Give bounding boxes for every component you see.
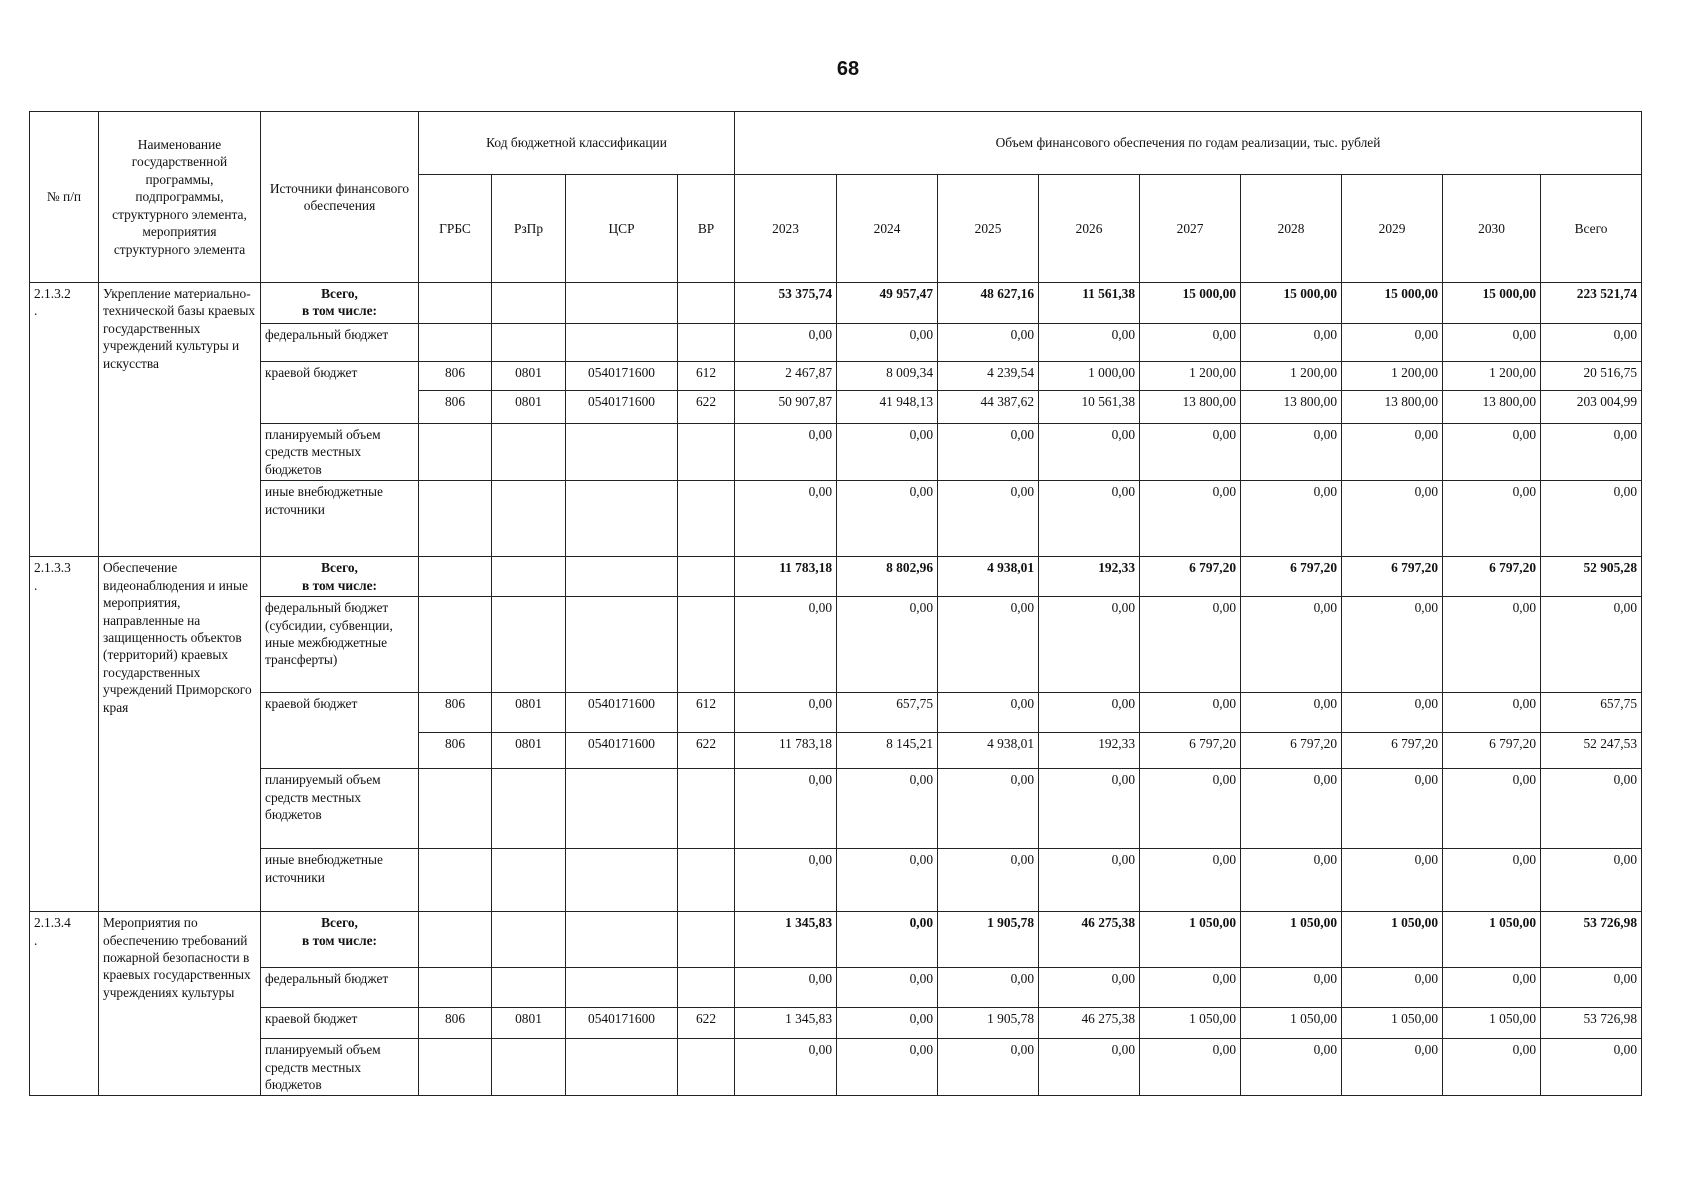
code-csr: [566, 597, 678, 693]
code-rzpr: 0801: [492, 391, 566, 424]
code-rzpr: [492, 968, 566, 1008]
value-year: 11 783,18: [735, 557, 837, 597]
value-year: 0,00: [938, 597, 1039, 693]
code-vr: [678, 557, 735, 597]
funding-source: планируемый объем средств местных бюджетов: [261, 1039, 419, 1096]
value-year: 0,00: [1039, 769, 1140, 849]
funding-source: планируемый объем средств местных бюджетов: [261, 769, 419, 849]
code-vr: 622: [678, 733, 735, 769]
value-year: 0,00: [1342, 1039, 1443, 1096]
header-total: Всего: [1541, 175, 1642, 283]
value-year: 0,00: [837, 849, 938, 912]
value-year: 0,00: [1039, 597, 1140, 693]
header-year: 2026: [1039, 175, 1140, 283]
code-rzpr: [492, 283, 566, 324]
value-year: 192,33: [1039, 557, 1140, 597]
table-row: [30, 424, 1642, 481]
value-year: 0,00: [1140, 597, 1241, 693]
code-rzpr: 0801: [492, 733, 566, 769]
code-csr: [566, 424, 678, 481]
value-year: 1 905,78: [938, 912, 1039, 968]
header-budget-code: Код бюджетной классификации: [419, 112, 735, 175]
value-year: 1 200,00: [1241, 362, 1342, 391]
table-row: [30, 481, 1642, 557]
table-row: [30, 849, 1642, 912]
funding-source: краевой бюджет: [261, 1008, 419, 1039]
code-grbs: 806: [419, 391, 492, 424]
value-year: 0,00: [1140, 769, 1241, 849]
value-year: 13 800,00: [1342, 391, 1443, 424]
code-csr: [566, 968, 678, 1008]
value-year: 8 009,34: [837, 362, 938, 391]
code-vr: 612: [678, 693, 735, 733]
value-year: 6 797,20: [1140, 733, 1241, 769]
table-row: [30, 1039, 1642, 1096]
value-year: 49 957,47: [837, 283, 938, 324]
code-grbs: [419, 769, 492, 849]
header-year: 2030: [1443, 175, 1541, 283]
code-vr: [678, 481, 735, 557]
value-year: 6 797,20: [1342, 733, 1443, 769]
value-year: 0,00: [938, 424, 1039, 481]
value-year: 44 387,62: [938, 391, 1039, 424]
value-year: 0,00: [1039, 424, 1140, 481]
value-year: 0,00: [938, 324, 1039, 362]
code-csr: [566, 481, 678, 557]
code-grbs: [419, 481, 492, 557]
value-year: 2 467,87: [735, 362, 837, 391]
code-vr: [678, 324, 735, 362]
value-year: 0,00: [1342, 324, 1443, 362]
value-year: 6 797,20: [1443, 557, 1541, 597]
header-csr: ЦСР: [566, 175, 678, 283]
header-grbs: ГРБС: [419, 175, 492, 283]
value-year: 13 800,00: [1241, 391, 1342, 424]
header-year: 2028: [1241, 175, 1342, 283]
value-year: 0,00: [837, 324, 938, 362]
value-year: 0,00: [938, 481, 1039, 557]
funding-source: планируемый объем средств местных бюджетов: [261, 424, 419, 481]
value-year: 192,33: [1039, 733, 1140, 769]
code-grbs: [419, 912, 492, 968]
value-year: 1 050,00: [1342, 912, 1443, 968]
code-rzpr: [492, 597, 566, 693]
code-rzpr: [492, 912, 566, 968]
table-row: [30, 693, 1642, 733]
value-year: 0,00: [1443, 968, 1541, 1008]
header-sources: Источники финансового обеспечения: [261, 112, 419, 283]
table-row: [30, 597, 1642, 693]
value-total: 203 004,99: [1541, 391, 1642, 424]
header-year: 2027: [1140, 175, 1241, 283]
value-year: 0,00: [837, 481, 938, 557]
value-total: 0,00: [1541, 481, 1642, 557]
value-year: 0,00: [1140, 693, 1241, 733]
value-total: 0,00: [1541, 1039, 1642, 1096]
value-year: 0,00: [1241, 968, 1342, 1008]
value-year: 0,00: [1443, 324, 1541, 362]
value-year: 0,00: [1342, 424, 1443, 481]
header-volume: Объем финансового обеспечения по годам реализации, тыс. рублей: [735, 112, 1642, 175]
value-year: 0,00: [837, 912, 938, 968]
value-year: 0,00: [1342, 849, 1443, 912]
value-year: 6 797,20: [1241, 557, 1342, 597]
table-row: [30, 283, 1642, 324]
value-year: 1 000,00: [1039, 362, 1140, 391]
funding-source: иные внебюджетные источники: [261, 849, 419, 912]
code-csr: [566, 283, 678, 324]
value-year: 15 000,00: [1342, 283, 1443, 324]
row-number: 2.1.3.3 .: [30, 557, 99, 912]
value-year: 0,00: [938, 1039, 1039, 1096]
value-year: 53 375,74: [735, 283, 837, 324]
value-year: 0,00: [735, 324, 837, 362]
code-vr: 612: [678, 362, 735, 391]
value-year: 1 050,00: [1443, 1008, 1541, 1039]
value-year: 1 050,00: [1140, 1008, 1241, 1039]
value-total: 0,00: [1541, 597, 1642, 693]
header-year: 2023: [735, 175, 837, 283]
code-vr: [678, 424, 735, 481]
code-vr: [678, 968, 735, 1008]
value-year: 0,00: [1140, 849, 1241, 912]
table-row: [30, 362, 1642, 391]
value-year: 13 800,00: [1443, 391, 1541, 424]
header-year: 2024: [837, 175, 938, 283]
value-year: 0,00: [1443, 424, 1541, 481]
code-rzpr: [492, 849, 566, 912]
value-year: 0,00: [735, 1039, 837, 1096]
value-year: 0,00: [1241, 424, 1342, 481]
code-csr: [566, 912, 678, 968]
code-vr: [678, 283, 735, 324]
value-year: 11 783,18: [735, 733, 837, 769]
value-year: 0,00: [1342, 481, 1443, 557]
value-year: 0,00: [1342, 769, 1443, 849]
value-year: 0,00: [1140, 968, 1241, 1008]
code-csr: 0540171600: [566, 391, 678, 424]
value-total: 0,00: [1541, 849, 1642, 912]
code-csr: 0540171600: [566, 693, 678, 733]
table-row: [30, 557, 1642, 597]
code-rzpr: [492, 769, 566, 849]
value-year: 0,00: [1241, 693, 1342, 733]
funding-source: Всего, в том числе:: [261, 557, 419, 597]
value-year: 4 239,54: [938, 362, 1039, 391]
code-grbs: 806: [419, 1008, 492, 1039]
value-year: 15 000,00: [1140, 283, 1241, 324]
code-rzpr: 0801: [492, 693, 566, 733]
funding-source: федеральный бюджет: [261, 324, 419, 362]
header-rzpr: РзПр: [492, 175, 566, 283]
value-year: 0,00: [735, 769, 837, 849]
page-number: 68: [836, 58, 860, 80]
value-year: 0,00: [938, 769, 1039, 849]
value-year: 0,00: [1140, 1039, 1241, 1096]
code-rzpr: [492, 481, 566, 557]
code-grbs: [419, 1039, 492, 1096]
code-vr: [678, 769, 735, 849]
value-year: 11 561,38: [1039, 283, 1140, 324]
measure-name: Мероприятия по обеспечению требований пожарной безопасности в краевых государственных учреждениях культуры: [99, 912, 261, 1096]
value-year: 46 275,38: [1039, 912, 1140, 968]
value-year: 1 050,00: [1241, 1008, 1342, 1039]
measure-name: Обеспечение видеонаблюдения и иные мероприятия, направленные на защищенность объектов (территорий) краевых государственных учреждений Приморского края: [99, 557, 261, 912]
table-row: [30, 968, 1642, 1008]
value-year: 0,00: [938, 849, 1039, 912]
table-row: [30, 769, 1642, 849]
code-grbs: [419, 557, 492, 597]
header-no: № п/п: [30, 112, 99, 283]
value-year: 0,00: [1443, 481, 1541, 557]
value-year: 0,00: [837, 769, 938, 849]
value-total: 52 905,28: [1541, 557, 1642, 597]
header-name: Наименование государственной программы, подпрограммы, структурного элемента, мероприятия структурного элемента: [99, 112, 261, 283]
funding-source: федеральный бюджет (субсидии, субвенции, иные межбюджетные трансферты): [261, 597, 419, 693]
funding-source: Всего, в том числе:: [261, 912, 419, 968]
value-year: 8 802,96: [837, 557, 938, 597]
code-csr: [566, 1039, 678, 1096]
value-year: 0,00: [1443, 693, 1541, 733]
value-year: 0,00: [1241, 769, 1342, 849]
value-year: 0,00: [735, 968, 837, 1008]
value-year: 1 200,00: [1342, 362, 1443, 391]
value-year: 0,00: [1241, 324, 1342, 362]
value-year: 0,00: [1241, 1039, 1342, 1096]
table-body: [30, 283, 1642, 1096]
value-total: 0,00: [1541, 769, 1642, 849]
funding-source: краевой бюджет: [261, 693, 419, 769]
value-total: 0,00: [1541, 424, 1642, 481]
value-year: 6 797,20: [1443, 733, 1541, 769]
value-year: 0,00: [735, 424, 837, 481]
header-year: 2025: [938, 175, 1039, 283]
value-year: 0,00: [837, 1039, 938, 1096]
value-total: 53 726,98: [1541, 912, 1642, 968]
value-year: 0,00: [1140, 424, 1241, 481]
funding-source: иные внебюджетные источники: [261, 481, 419, 557]
value-year: 0,00: [837, 968, 938, 1008]
row-number: 2.1.3.4 .: [30, 912, 99, 1096]
value-year: 6 797,20: [1342, 557, 1443, 597]
value-year: 6 797,20: [1140, 557, 1241, 597]
table-row: [30, 912, 1642, 968]
header-year: 2029: [1342, 175, 1443, 283]
code-csr: [566, 849, 678, 912]
code-grbs: [419, 597, 492, 693]
code-grbs: [419, 324, 492, 362]
code-vr: [678, 597, 735, 693]
table-row: [30, 1008, 1642, 1039]
value-total: 53 726,98: [1541, 1008, 1642, 1039]
code-vr: 622: [678, 391, 735, 424]
code-csr: [566, 557, 678, 597]
code-grbs: [419, 968, 492, 1008]
code-grbs: [419, 424, 492, 481]
funding-source: Всего, в том числе:: [261, 283, 419, 324]
value-year: 1 345,83: [735, 912, 837, 968]
value-year: 0,00: [1039, 1039, 1140, 1096]
code-grbs: [419, 849, 492, 912]
value-year: 0,00: [1342, 968, 1443, 1008]
value-year: 6 797,20: [1241, 733, 1342, 769]
value-year: 0,00: [1039, 849, 1140, 912]
row-number: 2.1.3.2 .: [30, 283, 99, 557]
value-year: 0,00: [735, 693, 837, 733]
value-year: 0,00: [938, 968, 1039, 1008]
value-year: 1 905,78: [938, 1008, 1039, 1039]
code-grbs: [419, 283, 492, 324]
value-year: 8 145,21: [837, 733, 938, 769]
value-total: 20 516,75: [1541, 362, 1642, 391]
value-year: 1 050,00: [1342, 1008, 1443, 1039]
value-total: 52 247,53: [1541, 733, 1642, 769]
value-year: 0,00: [1140, 481, 1241, 557]
value-year: 10 561,38: [1039, 391, 1140, 424]
value-year: 0,00: [1140, 324, 1241, 362]
value-year: 0,00: [837, 1008, 938, 1039]
code-csr: 0540171600: [566, 362, 678, 391]
value-year: 0,00: [1039, 968, 1140, 1008]
value-year: 0,00: [837, 424, 938, 481]
value-year: 0,00: [1443, 597, 1541, 693]
value-year: 0,00: [1342, 597, 1443, 693]
code-rzpr: 0801: [492, 1008, 566, 1039]
value-year: 0,00: [1039, 481, 1140, 557]
code-rzpr: [492, 557, 566, 597]
value-total: 0,00: [1541, 324, 1642, 362]
code-vr: [678, 1039, 735, 1096]
value-year: 1 200,00: [1140, 362, 1241, 391]
value-year: 0,00: [735, 481, 837, 557]
code-grbs: 806: [419, 362, 492, 391]
value-year: 0,00: [837, 597, 938, 693]
value-year: 41 948,13: [837, 391, 938, 424]
table-header: [30, 112, 1642, 283]
value-year: 0,00: [1443, 849, 1541, 912]
code-csr: 0540171600: [566, 733, 678, 769]
value-year: 0,00: [735, 849, 837, 912]
funding-source: краевой бюджет: [261, 362, 419, 424]
measure-name: Укрепление материально-технической базы краевых государственных учреждений культуры и искусства: [99, 283, 261, 557]
value-year: 15 000,00: [1241, 283, 1342, 324]
code-grbs: 806: [419, 693, 492, 733]
value-total: 657,75: [1541, 693, 1642, 733]
value-year: 0,00: [1241, 849, 1342, 912]
code-rzpr: [492, 424, 566, 481]
value-year: 15 000,00: [1443, 283, 1541, 324]
value-year: 0,00: [1241, 481, 1342, 557]
value-year: 0,00: [1241, 597, 1342, 693]
code-grbs: 806: [419, 733, 492, 769]
code-csr: [566, 769, 678, 849]
code-rzpr: 0801: [492, 362, 566, 391]
value-year: 0,00: [1443, 769, 1541, 849]
value-year: 1 200,00: [1443, 362, 1541, 391]
value-total: 223 521,74: [1541, 283, 1642, 324]
value-year: 50 907,87: [735, 391, 837, 424]
value-year: 13 800,00: [1140, 391, 1241, 424]
value-year: 1 050,00: [1241, 912, 1342, 968]
table-row: [30, 324, 1642, 362]
value-year: 0,00: [1443, 1039, 1541, 1096]
funding-source: федеральный бюджет: [261, 968, 419, 1008]
value-year: 0,00: [1039, 324, 1140, 362]
value-year: 4 938,01: [938, 733, 1039, 769]
code-rzpr: [492, 1039, 566, 1096]
financing-table: [29, 111, 1642, 1096]
value-year: 0,00: [1342, 693, 1443, 733]
code-vr: 622: [678, 1008, 735, 1039]
value-year: 48 627,16: [938, 283, 1039, 324]
value-year: 0,00: [735, 597, 837, 693]
code-vr: [678, 849, 735, 912]
header-vr: ВР: [678, 175, 735, 283]
value-year: 0,00: [1039, 693, 1140, 733]
code-csr: 0540171600: [566, 1008, 678, 1039]
code-rzpr: [492, 324, 566, 362]
value-year: 1 345,83: [735, 1008, 837, 1039]
code-csr: [566, 324, 678, 362]
value-year: 0,00: [938, 693, 1039, 733]
value-year: 1 050,00: [1443, 912, 1541, 968]
value-total: 0,00: [1541, 968, 1642, 1008]
value-year: 4 938,01: [938, 557, 1039, 597]
value-year: 657,75: [837, 693, 938, 733]
value-year: 1 050,00: [1140, 912, 1241, 968]
value-year: 46 275,38: [1039, 1008, 1140, 1039]
code-vr: [678, 912, 735, 968]
